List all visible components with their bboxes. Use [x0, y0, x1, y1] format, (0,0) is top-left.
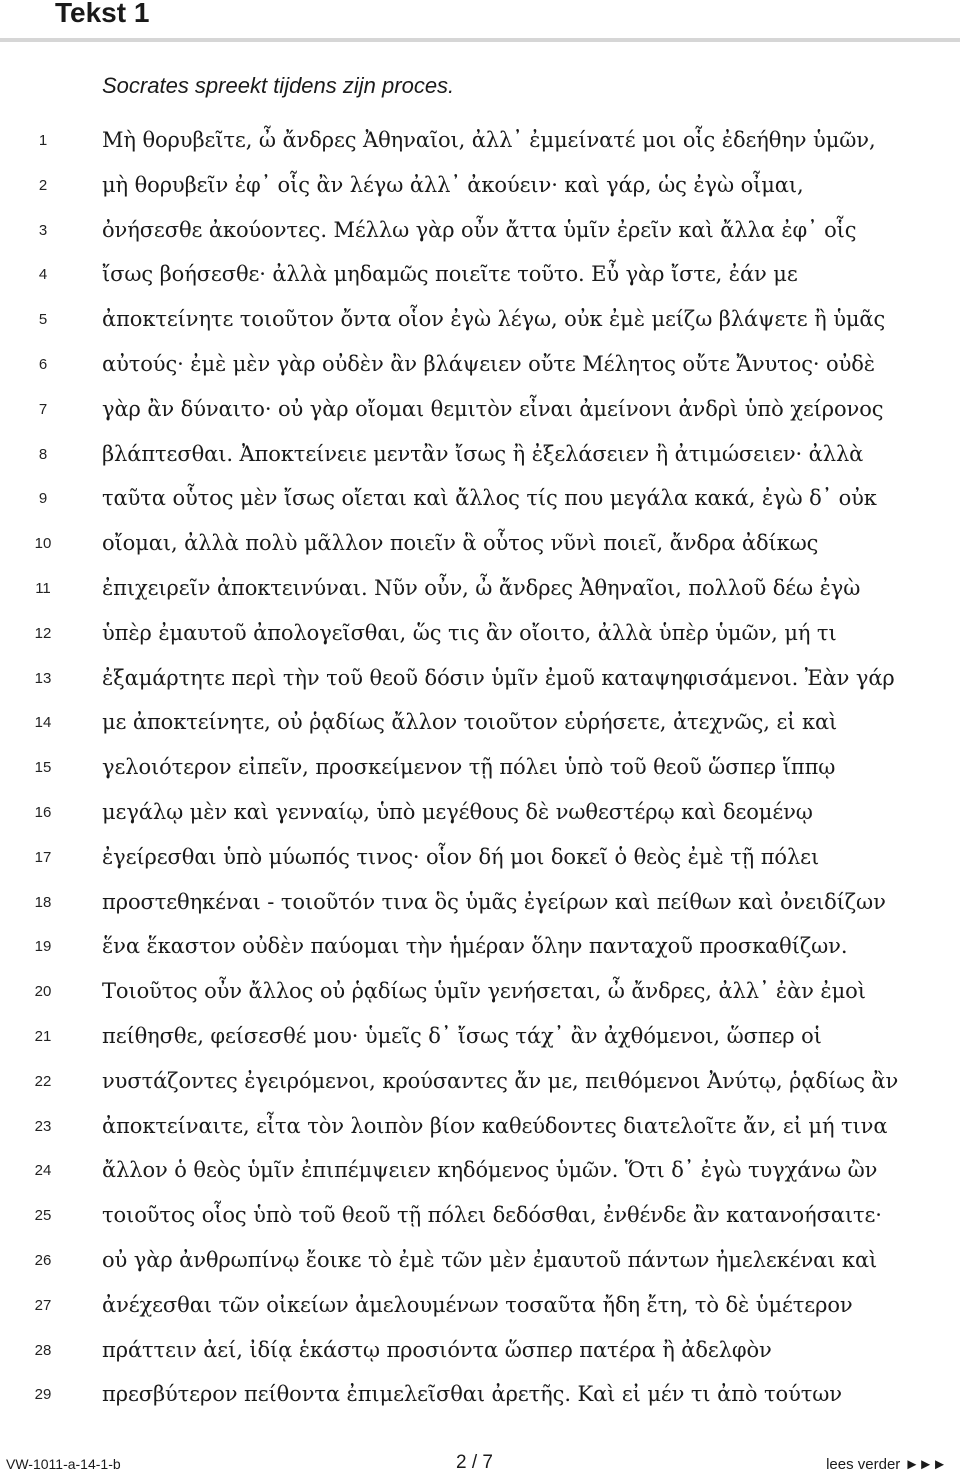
- continue-arrows-icon: ►►►: [904, 1456, 946, 1473]
- line-text: τοιοῦτος οἷος ὑπὸ τοῦ θεοῦ τῇ πόλει δεδόσθαι, ἐνθένδε ἂν κατανοήσαιτε·: [102, 1203, 882, 1228]
- line-number: 24: [34, 1162, 52, 1180]
- line-text: Μὴ θορυβεῖτε, ὦ ἄνδρες Ἀθηναῖοι, ἀλλ᾽ ἐμμείνατέ μοι οἷς ἐδεήθην ὑμῶν,: [102, 128, 876, 152]
- intro-text: Socrates spreekt tijdens zijn proces.: [102, 73, 455, 98]
- line-number: 16: [34, 803, 52, 821]
- line-text: Τοιοῦτος οὖν ἄλλος οὐ ῥᾳδίως ὑμῖν γενήσεται, ὦ ἄνδρες, ἀλλ᾽ ἐὰν ἐμοὶ: [102, 979, 866, 1004]
- text-line: [0, 972, 960, 1017]
- line-text: προστεθηκέναι - τοιοῦτόν τινα ὃς ὑμᾶς ἐγείρων καὶ πείθων καὶ ὀνειδίζων: [102, 889, 886, 914]
- line-text: ἀποκτείνητε τοιοῦτον ὄντα οἷον ἐγὼ λέγω, οὐκ ἐμὲ μείζω βλάψετε ἢ ὑμᾶς: [102, 307, 886, 332]
- line-number: 8: [38, 445, 48, 463]
- line-number: 13: [34, 669, 52, 687]
- line-number: 19: [34, 938, 52, 956]
- line-number: 15: [34, 759, 52, 777]
- line-number: 14: [34, 714, 52, 732]
- line-text: οἴομαι, ἀλλὰ πολὺ μᾶλλον ποιεῖν ἃ οὗτος νῦνὶ ποιεῖ, ἄνδρα ἀδίκως: [102, 531, 819, 556]
- line-text: μεγάλῳ μὲν καὶ γενναίῳ, ὑπὸ μεγέθους δὲ νωθεστέρῳ καὶ δεομένῳ: [102, 799, 813, 824]
- text-line: [0, 793, 960, 838]
- text-line: [0, 390, 960, 435]
- line-text: ὑπὲρ ἐμαυτοῦ ἀπολογεῖσθαι, ὥς τις ἂν οἴοιτο, ἀλλὰ ὑπὲρ ὑμῶν, μή τι: [102, 620, 837, 645]
- line-text: γελοιότερον εἰπεῖν, προσκείμενον τῇ πόλει ὑπὸ τοῦ θεοῦ ὥσπερ ἵππῳ: [102, 755, 836, 780]
- text-line: [0, 1286, 960, 1331]
- text-line: [0, 1241, 960, 1286]
- text-line: [0, 524, 960, 569]
- line-text: γὰρ ἂν δύναιτο· οὐ γὰρ οἴομαι θεμιτὸν εἶναι ἀμείνονι ἀνδρὶ ὑπὸ χείρονος: [102, 396, 884, 421]
- text-line: [0, 166, 960, 211]
- text-line: [0, 1107, 960, 1152]
- text-line: [0, 1331, 960, 1376]
- text-line: [0, 1151, 960, 1196]
- line-text: οὐ γὰρ ἀνθρωπίνῳ ἔοικε τὸ ἐμὲ τῶν μὲν ἐμαυτοῦ πάντων ἠμελεκέναι καὶ: [102, 1247, 878, 1272]
- line-number: 9: [38, 490, 48, 508]
- text-line: [0, 614, 960, 659]
- line-text: ἀποκτείναιτε, εἶτα τὸν λοιπὸν βίον καθεύδοντες διατελοῖτε ἄν, εἰ μή τινα: [102, 1113, 888, 1138]
- line-text: με ἀποκτείνητε, οὐ ῥᾳδίως ἄλλον τοιοῦτον εὑρήσετε, ἀτεχνῶς, εἰ καὶ: [102, 710, 838, 735]
- line-text: ἴσως βοήσεσθε· ἀλλὰ μηδαμῶς ποιεῖτε τοῦτο. Εὖ γὰρ ἴστε, ἐάν με: [102, 262, 798, 287]
- line-text: ἕνα ἕκαστον οὐδὲν παύομαι τὴν ἡμέραν ὅλην πανταχοῦ προσκαθίζων.: [102, 934, 848, 959]
- line-text: ταῦτα οὗτος μὲν ἴσως οἴεται καὶ ἄλλος τίς που μεγάλα κακά, ἐγὼ δ᾽ οὐκ: [102, 486, 877, 511]
- line-text: μὴ θορυβεῖν ἐφ᾽ οἷς ἂν λέγω ἀλλ᾽ ἀκούειν· καὶ γάρ, ὡς ἐγὼ οἶμαι,: [102, 172, 804, 197]
- line-text: βλάπτεσθαι. Ἀποκτείνειε μεντἂν ἴσως ἢ ἐξελάσειεν ἢ ἀτιμώσειεν· ἀλλὰ: [102, 441, 864, 466]
- line-number: 29: [34, 1386, 52, 1404]
- line-text: ἐξαμάρτητε περὶ τὴν τοῦ θεοῦ δόσιν ὑμῖν ἐμοῦ καταψηφισάμενοι. Ἐὰν γάρ: [102, 665, 895, 690]
- line-number: 11: [35, 579, 51, 597]
- line-number: 22: [34, 1072, 52, 1090]
- text-line: [0, 569, 960, 614]
- line-text: νυστάζοντες ἐγειρόμενοι, κρούσαντες ἄν με, πειθόμενοι Ἀνύτῳ, ῥᾳδίως ἂν: [102, 1068, 899, 1093]
- line-text: ἀνέχεσθαι τῶν οἰκείων ἀμελουμένων τοσαῦτα ἤδη ἔτη, τὸ δὲ ὑμέτερον: [102, 1292, 853, 1317]
- text-line: [0, 748, 960, 793]
- line-number: 6: [38, 355, 48, 373]
- line-text: αὐτούς· ἐμὲ μὲν γὰρ οὐδὲν ἂν βλάψειεν οὔτε Μέλητος οὔτε Ἄνυτος· οὐδὲ: [102, 351, 875, 376]
- line-number: 26: [34, 1251, 52, 1269]
- text-line: [0, 927, 960, 972]
- text-line: [0, 345, 960, 390]
- text-line: [0, 1375, 960, 1420]
- title-divider: [0, 38, 960, 42]
- text-line: [0, 703, 960, 748]
- line-number: 28: [34, 1341, 52, 1359]
- line-text: πρεσβύτερον πείθοντα ἐπιμελεῖσθαι ἀρετῆς. Καὶ εἰ μέν τι ἀπὸ τούτων: [102, 1382, 842, 1407]
- text-line: [0, 300, 960, 345]
- page-footer: [0, 1452, 960, 1478]
- line-number: 1: [38, 132, 48, 149]
- text-line: [0, 255, 960, 300]
- text-line: [0, 883, 960, 928]
- continue-indicator: [826, 1456, 946, 1473]
- text-line: [0, 479, 960, 524]
- line-number: 25: [34, 1207, 52, 1225]
- text-line: [0, 435, 960, 480]
- text-line: [0, 121, 960, 166]
- line-number: 5: [38, 311, 48, 329]
- line-text: ἄλλον ὁ θεὸς ὑμῖν ἐπιπέμψειεν κηδόμενος ὑμῶν. Ὅτι δ᾽ ἐγὼ τυγχάνω ὢν: [102, 1158, 878, 1183]
- line-text: ἐγείρεσθαι ὑπὸ μύωπός τινος· οἷον δή μοι δοκεῖ ὁ θεὸς ἐμὲ τῇ πόλει: [102, 844, 820, 869]
- page-number: 2 / 7: [456, 1452, 493, 1473]
- line-number: 12: [34, 624, 52, 642]
- line-number: 3: [38, 221, 48, 239]
- line-text: ὀνήσεσθε ἀκούοντες. Μέλλω γὰρ οὖν ἄττα ὑμῖν ἐρεῖν καὶ ἄλλα ἐφ᾽ οἷς: [102, 217, 857, 242]
- text-line: [0, 1017, 960, 1062]
- line-number: 7: [38, 400, 48, 418]
- continue-label: lees verder: [826, 1456, 901, 1473]
- text-line: [0, 1062, 960, 1107]
- text-line: [0, 211, 960, 256]
- line-text: ἐπιχειρεῖν ἀποκτεινύναι. Νῦν οὖν, ὦ ἄνδρες Ἀθηναῖοι, πολλοῦ δέω ἐγὼ: [102, 575, 861, 600]
- exam-code: VW-1011-a-14-1-b: [6, 1456, 121, 1472]
- line-number: 2: [38, 176, 48, 194]
- text-line: [0, 659, 960, 704]
- line-text: πράττειν ἀεί, ἰδίᾳ ἑκάστῳ προσιόντα ὥσπερ πατέρα ἢ ἀδελφὸν: [102, 1337, 772, 1362]
- greek-text-lines: [0, 121, 960, 1420]
- text-line: [0, 1196, 960, 1241]
- line-number: 27: [34, 1296, 52, 1314]
- line-number: 18: [34, 893, 52, 911]
- line-number: 21: [34, 1027, 52, 1045]
- line-number: 10: [34, 535, 52, 553]
- text-line: [0, 838, 960, 883]
- page-title: Tekst 1: [55, 0, 150, 28]
- line-text: πείθησθε, φείσεσθέ μου· ὑμεῖς δ᾽ ἴσως τάχ᾽ ἂν ἀχθόμενοι, ὥσπερ οἱ: [102, 1023, 822, 1048]
- line-number: 17: [34, 848, 52, 866]
- line-number: 23: [34, 1117, 52, 1135]
- line-number: 20: [34, 983, 52, 1001]
- line-number: 4: [38, 266, 48, 284]
